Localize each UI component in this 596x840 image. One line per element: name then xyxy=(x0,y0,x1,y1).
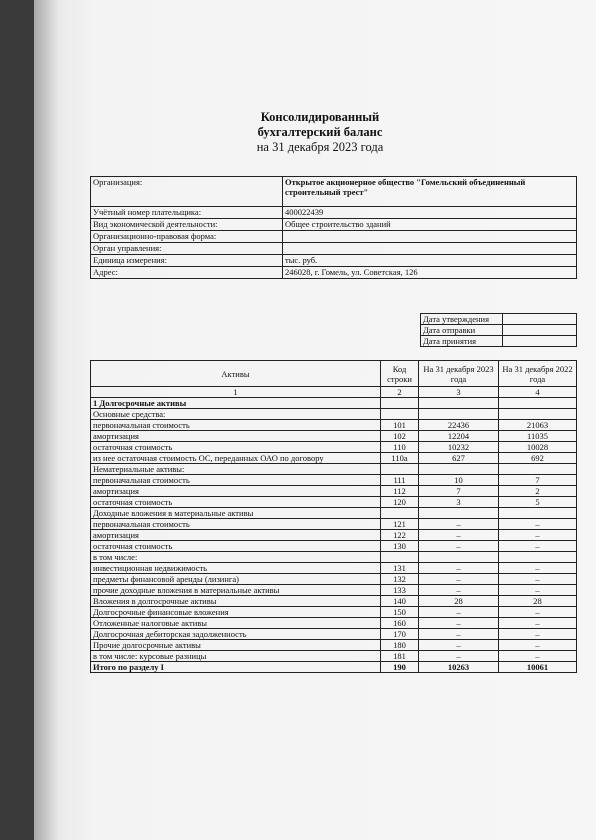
scan-edge-shadow xyxy=(34,0,58,840)
balance-row xyxy=(91,519,577,530)
org-info-row xyxy=(91,255,577,267)
section-row xyxy=(91,398,577,409)
row-value-2022 xyxy=(499,409,577,420)
org-info-row xyxy=(91,177,577,207)
row-code: 111 xyxy=(381,475,419,486)
row-code: 122 xyxy=(381,530,419,541)
row-code xyxy=(381,398,419,409)
header-num-1: 1 xyxy=(91,387,381,398)
org-info-row xyxy=(91,231,577,243)
row-value-2022: – xyxy=(499,541,577,552)
row-value-2022: 692 xyxy=(499,453,577,464)
row-value-2023 xyxy=(419,398,499,409)
balance-row xyxy=(91,464,577,475)
header-num-3: 3 xyxy=(419,387,499,398)
org-info-label: Организационно-правовая форма: xyxy=(91,231,283,243)
org-info-label: Адрес: xyxy=(91,267,283,279)
row-value-2023: 22436 xyxy=(419,420,499,431)
row-code: 170 xyxy=(381,629,419,640)
row-value-2023: 10232 xyxy=(419,442,499,453)
date-label: Дата принятия xyxy=(421,336,503,347)
balance-header-row xyxy=(91,361,577,387)
row-name: прочие доходные вложения в материальные активы xyxy=(91,585,381,596)
header-num-2: 2 xyxy=(381,387,419,398)
row-name: остаточная стоимость xyxy=(91,541,381,552)
row-value-2022: – xyxy=(499,629,577,640)
row-value-2022 xyxy=(499,464,577,475)
row-value-2022: – xyxy=(499,640,577,651)
date-row xyxy=(421,325,577,336)
balance-row xyxy=(91,629,577,640)
row-code: 190 xyxy=(381,662,419,673)
row-name: первоначальная стоимость xyxy=(91,420,381,431)
header-assets: Активы xyxy=(91,361,381,387)
org-info-row xyxy=(91,207,577,219)
org-info-value: 246028, г. Гомель, ул. Советская, 126 xyxy=(283,267,577,279)
row-value-2022: – xyxy=(499,574,577,585)
row-value-2023: – xyxy=(419,629,499,640)
row-value-2022: – xyxy=(499,607,577,618)
balance-row xyxy=(91,640,577,651)
row-code: 160 xyxy=(381,618,419,629)
row-value-2022 xyxy=(499,552,577,563)
balance-number-row xyxy=(91,387,577,398)
row-value-2023: 3 xyxy=(419,497,499,508)
row-code: 112 xyxy=(381,486,419,497)
row-value-2023: – xyxy=(419,640,499,651)
document-title xyxy=(200,110,440,155)
balance-row xyxy=(91,409,577,420)
org-info-value: 400022439 xyxy=(283,207,577,219)
row-value-2023 xyxy=(419,552,499,563)
org-info-value xyxy=(283,243,577,255)
row-name: остаточная стоимость xyxy=(91,442,381,453)
balance-row xyxy=(91,574,577,585)
date-row xyxy=(421,314,577,325)
org-info-value xyxy=(283,231,577,243)
row-code xyxy=(381,508,419,519)
balance-row xyxy=(91,486,577,497)
balance-table xyxy=(90,360,577,673)
row-value-2023: – xyxy=(419,651,499,662)
balance-row xyxy=(91,596,577,607)
row-value-2023: – xyxy=(419,574,499,585)
row-name: амортизация xyxy=(91,530,381,541)
balance-row xyxy=(91,530,577,541)
balance-row xyxy=(91,618,577,629)
row-value-2023: – xyxy=(419,530,499,541)
row-code: 180 xyxy=(381,640,419,651)
row-value-2023: 10263 xyxy=(419,662,499,673)
row-name: первоначальная стоимость xyxy=(91,475,381,486)
dates-table xyxy=(420,313,577,347)
org-info-value: Общее строительство зданий xyxy=(283,219,577,231)
header-2022: На 31 декабря 2022 года xyxy=(499,361,577,387)
row-value-2022 xyxy=(499,398,577,409)
row-name: 1 Долгосрочные активы xyxy=(91,398,381,409)
row-value-2023: – xyxy=(419,563,499,574)
row-value-2022: 2 xyxy=(499,486,577,497)
balance-row xyxy=(91,431,577,442)
balance-row xyxy=(91,607,577,618)
row-value-2023: – xyxy=(419,519,499,530)
row-value-2022: – xyxy=(499,563,577,574)
row-name: Доходные вложения в материальные активы xyxy=(91,508,381,519)
row-value-2023: – xyxy=(419,618,499,629)
balance-row xyxy=(91,585,577,596)
title-line-3: на 31 декабря 2023 года xyxy=(256,140,384,154)
row-name: амортизация xyxy=(91,486,381,497)
row-value-2023: 12204 xyxy=(419,431,499,442)
row-code xyxy=(381,552,419,563)
row-value-2023 xyxy=(419,508,499,519)
row-code: 131 xyxy=(381,563,419,574)
org-info-row xyxy=(91,267,577,279)
row-value-2022: 21063 xyxy=(499,420,577,431)
row-name: Долгосрочная дебиторская задолженность xyxy=(91,629,381,640)
row-value-2023: 627 xyxy=(419,453,499,464)
balance-row xyxy=(91,541,577,552)
row-value-2022: – xyxy=(499,618,577,629)
balance-row xyxy=(91,442,577,453)
row-name: Основные средства: xyxy=(91,409,381,420)
row-name: Вложения в долгосрочные активы xyxy=(91,596,381,607)
balance-row xyxy=(91,497,577,508)
row-value-2023: 7 xyxy=(419,486,499,497)
org-info-value: тыс. руб. xyxy=(283,255,577,267)
row-code xyxy=(381,464,419,475)
row-value-2023: 10 xyxy=(419,475,499,486)
org-info-label: Учётный номер плательщика: xyxy=(91,207,283,219)
row-value-2022: 11035 xyxy=(499,431,577,442)
balance-row xyxy=(91,475,577,486)
row-value-2023: – xyxy=(419,607,499,618)
row-code: 121 xyxy=(381,519,419,530)
org-info-label: Орган управления: xyxy=(91,243,283,255)
org-info-value: Открытое акционерное общество "Гомельский объединенный строительный трест" xyxy=(283,177,577,207)
organization-info-table xyxy=(90,176,577,279)
row-code: 150 xyxy=(381,607,419,618)
date-value xyxy=(503,336,577,347)
row-name: предметы финансовой аренды (лизинга) xyxy=(91,574,381,585)
row-name: из нее остаточная стоимость ОС, переданных ОАО по договору xyxy=(91,453,381,464)
row-name: Долгосрочные финансовые вложения xyxy=(91,607,381,618)
header-2023: На 31 декабря 2023 года xyxy=(419,361,499,387)
title-line-2: бухгалтерский баланс xyxy=(257,125,383,139)
row-value-2022: – xyxy=(499,585,577,596)
row-name: инвестиционная недвижимость xyxy=(91,563,381,574)
row-name: Нематериальные активы: xyxy=(91,464,381,475)
header-code: Код строки xyxy=(381,361,419,387)
row-name: остаточная стоимость xyxy=(91,497,381,508)
row-code: 140 xyxy=(381,596,419,607)
date-label: Дата отправки xyxy=(421,325,503,336)
row-value-2022: – xyxy=(499,519,577,530)
org-info-row xyxy=(91,219,577,231)
row-code: 101 xyxy=(381,420,419,431)
row-code xyxy=(381,409,419,420)
row-value-2023: – xyxy=(419,541,499,552)
row-name: в том числе: xyxy=(91,552,381,563)
total-row xyxy=(91,662,577,673)
org-info-label: Единица измерения: xyxy=(91,255,283,267)
balance-row xyxy=(91,508,577,519)
row-value-2022: 7 xyxy=(499,475,577,486)
row-value-2022 xyxy=(499,508,577,519)
row-value-2022: 5 xyxy=(499,497,577,508)
row-name: в том числе: курсовые разницы xyxy=(91,651,381,662)
date-label: Дата утверждения xyxy=(421,314,503,325)
balance-row xyxy=(91,453,577,464)
header-num-4: 4 xyxy=(499,387,577,398)
date-value xyxy=(503,314,577,325)
row-name: Прочие долгосрочные активы xyxy=(91,640,381,651)
row-code: 133 xyxy=(381,585,419,596)
row-code: 102 xyxy=(381,431,419,442)
row-code: 132 xyxy=(381,574,419,585)
title-line-1: Консолидированный xyxy=(260,110,380,124)
row-value-2022: 28 xyxy=(499,596,577,607)
row-name: Отложенные налоговые активы xyxy=(91,618,381,629)
row-value-2023 xyxy=(419,409,499,420)
row-value-2023 xyxy=(419,464,499,475)
row-code: 120 xyxy=(381,497,419,508)
row-value-2022: 10061 xyxy=(499,662,577,673)
balance-row xyxy=(91,552,577,563)
row-name: первоначальная стоимость xyxy=(91,519,381,530)
row-code: 181 xyxy=(381,651,419,662)
row-value-2022: – xyxy=(499,530,577,541)
date-value xyxy=(503,325,577,336)
balance-row xyxy=(91,651,577,662)
row-code: 110а xyxy=(381,453,419,464)
date-row xyxy=(421,336,577,347)
row-value-2022: – xyxy=(499,651,577,662)
org-info-label: Организация: xyxy=(91,177,283,207)
row-code: 110 xyxy=(381,442,419,453)
row-value-2023: – xyxy=(419,585,499,596)
row-value-2022: 10028 xyxy=(499,442,577,453)
row-code: 130 xyxy=(381,541,419,552)
row-name: амортизация xyxy=(91,431,381,442)
org-info-row xyxy=(91,243,577,255)
balance-row xyxy=(91,563,577,574)
row-name: Итого по разделу I xyxy=(91,662,381,673)
org-info-label: Вид экономической деятельности: xyxy=(91,219,283,231)
balance-row xyxy=(91,420,577,431)
row-value-2023: 28 xyxy=(419,596,499,607)
